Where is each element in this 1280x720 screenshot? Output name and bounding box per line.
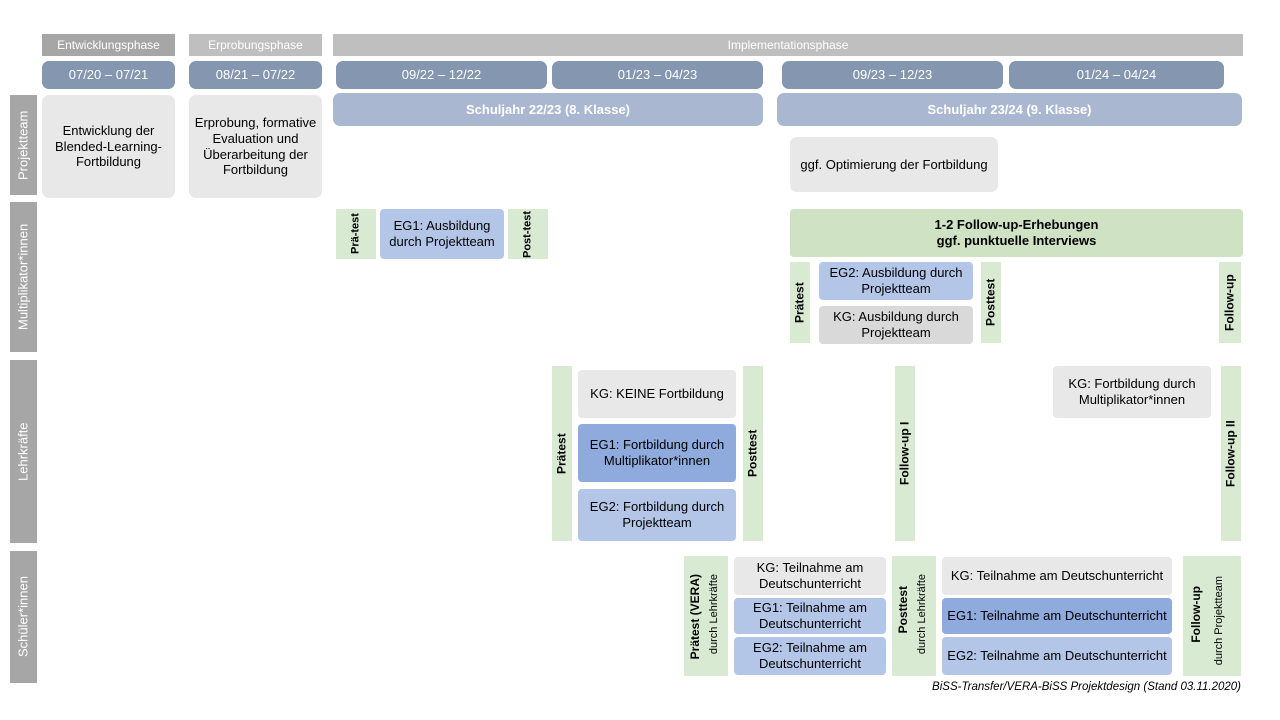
- schueler-posttest-label: Posttest: [896, 586, 910, 634]
- schueler-praetest-label: Prätest (VERA): [688, 574, 702, 660]
- phase-bar-erprobungsphase: Erprobungsphase: [189, 34, 322, 56]
- lehrkraefte-eg2: EG2: Fortbildung durch Projektteam: [578, 489, 736, 541]
- multiplikatoren-posttest: Post-test: [508, 209, 548, 259]
- schueler-followup-label: Follow-up: [1189, 586, 1203, 643]
- lehrkraefte-eg1: EG1: Fortbildung durch Multiplikator*innen: [578, 424, 736, 482]
- multiplikatoren-followup-banner: [790, 209, 1243, 257]
- lehrkraefte-kg: KG: KEINE Fortbildung: [578, 370, 736, 418]
- period-0123-0423: 01/23 – 04/23: [552, 61, 763, 89]
- schueler-eg2-2: EG2: Teilnahme am Deutschunterricht: [942, 637, 1172, 675]
- period-0923-1223: 09/23 – 12/23: [782, 61, 1003, 89]
- footer-note: BiSS-Transfer/VERA-BiSS Projektdesign (Stand 03.11.2020): [932, 681, 1241, 693]
- projektteam-optimierung: ggf. Optimierung der Fortbildung: [790, 137, 998, 192]
- multiplikatoren-praetest: Prä-test: [336, 209, 376, 259]
- period-0720-0721: 07/20 – 07/21: [42, 61, 175, 89]
- phase-bar-entwicklungsphase: Entwicklungsphase: [42, 34, 175, 56]
- schueler-eg2: EG2: Teilnahme am Deutschunterricht: [734, 637, 886, 675]
- period-0821-0722: 08/21 – 07/22: [189, 61, 322, 89]
- rail-multiplikatoren: Multiplikator*innen: [10, 202, 37, 352]
- multiplikatoren-followup: Follow-up: [1219, 262, 1241, 343]
- lehrkraefte-praetest: Prätest: [552, 366, 572, 541]
- rail-projektteam: Projektteam: [10, 95, 37, 195]
- rail-lehrkraefte: Lehrkräfte: [10, 360, 37, 543]
- schueler-praetest-vera: [684, 556, 728, 676]
- multiplikatoren-eg2: EG2: Ausbildung durch Projektteam: [819, 262, 973, 300]
- school-year-2223: Schuljahr 22/23 (8. Klasse): [333, 93, 763, 126]
- lehrkraefte-posttest: Posttest: [743, 366, 763, 541]
- multiplikatoren-praetest-2: Prätest: [790, 262, 810, 343]
- schueler-eg1: EG1: Teilnahme am Deutschunterricht: [734, 598, 886, 634]
- schueler-followup-sublabel: durch Projektteam: [1213, 576, 1225, 666]
- schueler-followup: [1183, 556, 1241, 676]
- followup-banner-line1: 1-2 Follow-up-Erhebungen: [934, 217, 1099, 233]
- multiplikatoren-eg1: EG1: Ausbildung durch Projektteam: [380, 209, 504, 259]
- projektteam-entwicklung: Entwicklung der Blended-Learning-Fortbildung: [42, 95, 175, 198]
- schueler-praetest-sublabel: durch Lehrkräfte: [708, 574, 720, 655]
- period-0922-1222: 09/22 – 12/22: [336, 61, 547, 89]
- period-0124-0424: 01/24 – 04/24: [1009, 61, 1224, 89]
- multiplikatoren-kg: KG: Ausbildung durch Projektteam: [819, 306, 973, 344]
- schueler-eg1-2: EG1: Teilnahme am Deutschunterricht: [942, 598, 1172, 634]
- schueler-posttest-sublabel: durch Lehrkräfte: [916, 574, 928, 655]
- projektteam-erprobung: Erprobung, formative Evaluation und Überarbeitung der Fortbildung: [189, 95, 322, 198]
- phase-bar-implementationsphase: Implementationsphase: [333, 34, 1243, 56]
- lehrkraefte-kg-2: KG: Fortbildung durch Multiplikator*innen: [1053, 366, 1211, 418]
- multiplikatoren-posttest-2: Posttest: [981, 262, 1001, 343]
- schueler-posttest: [892, 556, 936, 676]
- schueler-kg-2: KG: Teilnahme am Deutschunterricht: [942, 557, 1172, 595]
- followup-banner-line2: ggf. punktuelle Interviews: [936, 233, 1097, 248]
- lehrkraefte-followup-1: Follow-up I: [895, 366, 915, 541]
- rail-schueler: Schüler*innen: [10, 551, 37, 683]
- lehrkraefte-followup-2: Follow-up II: [1221, 366, 1241, 541]
- school-year-2324: Schuljahr 23/24 (9. Klasse): [777, 93, 1242, 126]
- schueler-kg: KG: Teilnahme am Deutschunterricht: [734, 557, 886, 595]
